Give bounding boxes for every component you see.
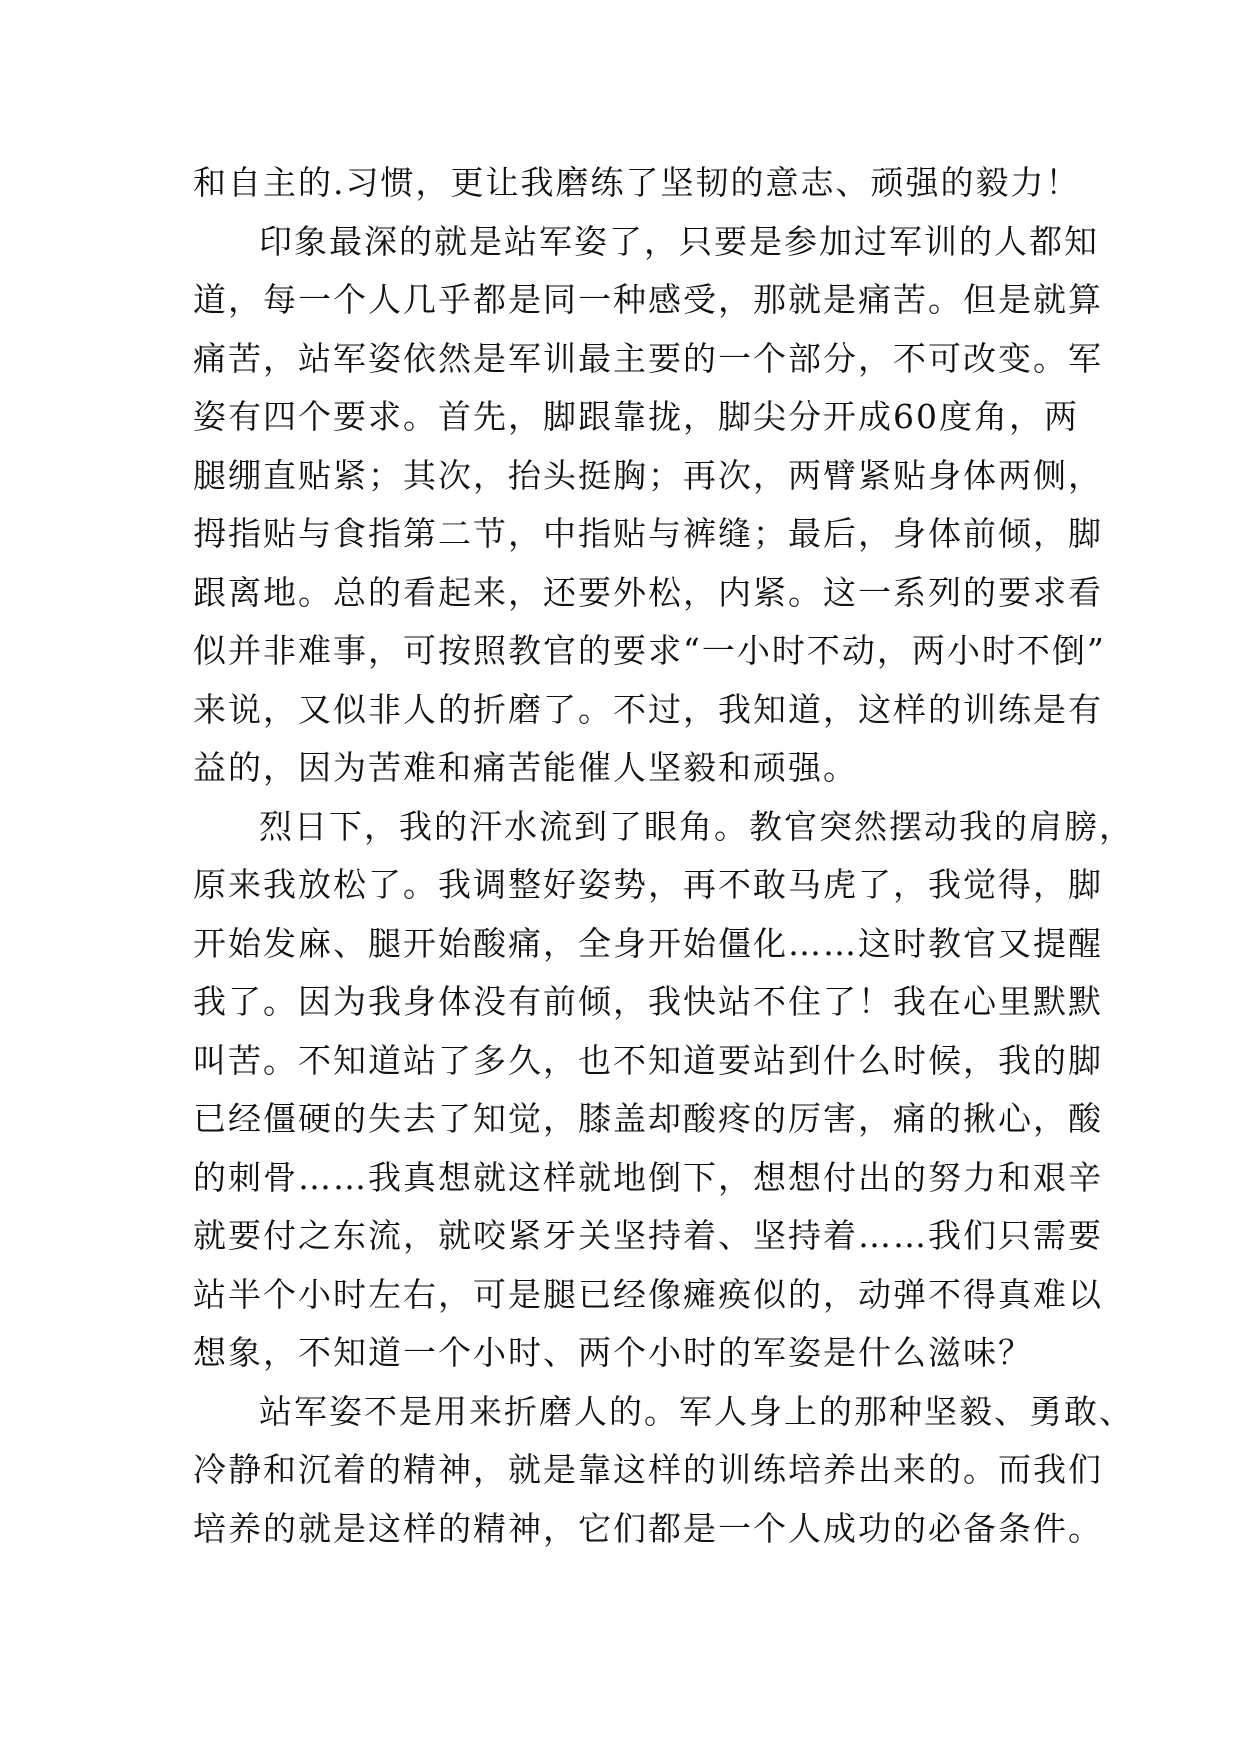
text-line: 想象，不知道一个小时、两个小时的军姿是什么滋味？ bbox=[193, 1333, 1033, 1372]
essay-body bbox=[193, 154, 1134, 1558]
text-line: 叫苦。不知道站了多久，也不知道要站到什么时候，我的脚 bbox=[193, 1040, 1103, 1080]
text-line: 似并非难事，可按照教官的要求“一小时不动，两小时不倒” bbox=[193, 631, 1106, 670]
text-line: 站半个小时左右，可是腿已经像瘫痪似的，动弹不得真难以 bbox=[193, 1274, 1103, 1314]
text-line: 痛苦，站军姿依然是军训最主要的一个部分，不可改变。军 bbox=[193, 338, 1103, 378]
paragraph-start-line: 烈日下，我的汗水流到了眼角。教官突然摆动我的肩膀， bbox=[259, 806, 1134, 846]
text-line: 开始发麻、腿开始酸痛，全身开始僵化……这时教官又提醒 bbox=[193, 923, 1103, 963]
text-line: 原来我放松了。我调整好姿势，再不敢马虎了，我觉得，脚 bbox=[193, 865, 1103, 904]
text-line: 的刺骨……我真想就这样就地倒下，想想付出的努力和艰辛 bbox=[193, 1157, 1103, 1197]
text-line: 姿有四个要求。首先，脚跟靠拢，脚尖分开成60度角，两 bbox=[193, 397, 1079, 436]
text-line: 已经僵硬的失去了知觉，膝盖却酸疼的厉害，痛的揪心，酸 bbox=[193, 1099, 1103, 1138]
text-line: 和自主的.习惯，更让我磨练了坚韧的意志、顽强的毅力！ bbox=[193, 163, 1081, 202]
text-line: 冷静和沉着的精神，就是靠这样的训练培养出来的。而我们 bbox=[193, 1450, 1103, 1489]
text-line: 培养的就是这样的精神，它们都是一个人成功的必备条件。 bbox=[193, 1508, 1103, 1548]
text-line: 来说，又似非人的折磨了。不过，我知道，这样的训练是有 bbox=[193, 689, 1103, 729]
text-line: 我了。因为我身体没有前倾，我快站不住了！我在心里默默 bbox=[193, 982, 1103, 1021]
text-line: 道，每一个人几乎都是同一种感受，那就是痛苦。但是就算 bbox=[193, 280, 1103, 319]
text-line: 拇指贴与食指第二节，中指贴与裤缝；最后，身体前倾，脚 bbox=[193, 514, 1103, 553]
paragraph-start-line: 印象最深的就是站军姿了，只要是参加过军训的人都知 bbox=[259, 221, 1099, 261]
text-line: 跟离地。总的看起来，还要外松，内紧。这一系列的要求看 bbox=[193, 572, 1103, 612]
text-line: 益的，因为苦难和痛苦能催人坚毅和顽强。 bbox=[193, 748, 858, 787]
text-line: 腿绷直贴紧；其次，抬头挺胸；再次，两臂紧贴身体两侧， bbox=[193, 455, 1103, 495]
text-line: 就要付之东流，就咬紧牙关坚持着、坚持着……我们只需要 bbox=[193, 1216, 1103, 1255]
paragraph-start-line: 站军姿不是用来折磨人的。军人身上的那种坚毅、勇敢、 bbox=[259, 1391, 1134, 1431]
